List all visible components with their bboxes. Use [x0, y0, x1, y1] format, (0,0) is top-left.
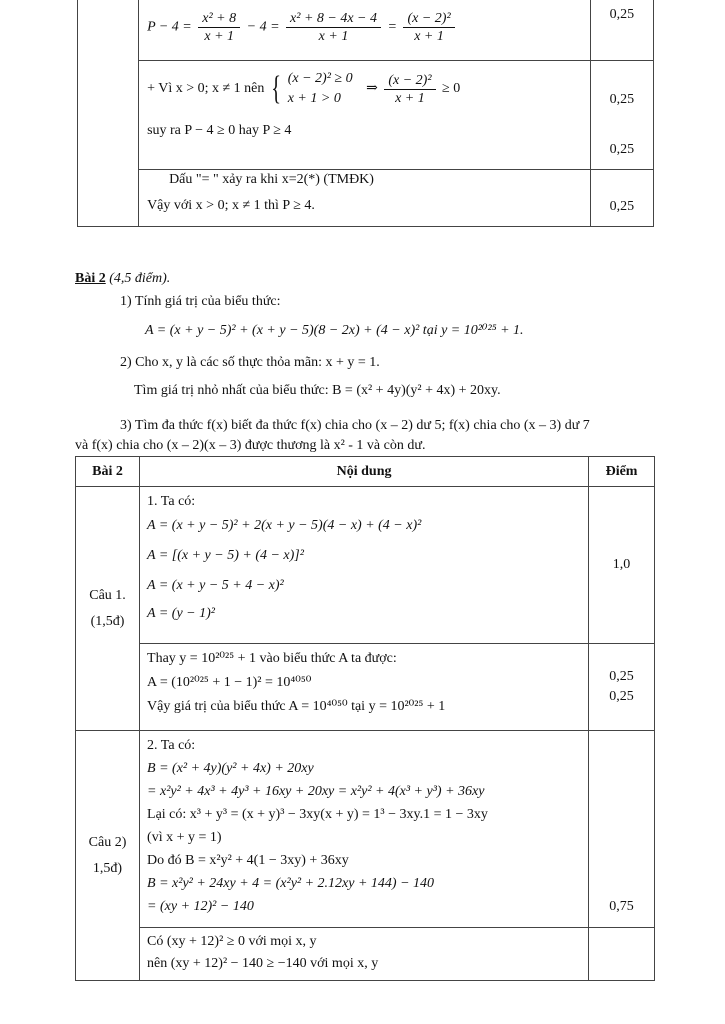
- formula-line: A = (10²⁰²⁵ + 1 − 1)² = 10⁴⁰⁵⁰: [147, 675, 312, 690]
- final-line: Vậy với x > 0; x ≠ 1 thì P ≥ 4.: [147, 198, 315, 213]
- numerator: x² + 8 − 4x − 4: [286, 10, 381, 28]
- content-cell: [140, 928, 589, 981]
- question-label: Câu 1.: [89, 587, 126, 603]
- question-3-continued: và f(x) chia cho (x – 2)(x – 3) được thương là x² - 1 và còn dư.: [75, 438, 426, 453]
- formula-line: A = (x + y − 5 + 4 − x)²: [147, 578, 284, 593]
- numerator: (x − 2)²: [403, 10, 454, 28]
- score-value: 0,75: [609, 899, 634, 914]
- formula-line: = x²y² + 4x³ + 4y³ + 16xy + 20xy = x²y² + 4(x³ + y³) + 36xy: [147, 784, 485, 799]
- denominator: x + 1: [414, 29, 444, 44]
- formula-line: Lại có: x³ + y³ = (x + y)³ − 3xy(x + y) = 1³ − 3xy.1 = 1 − 3xy: [147, 807, 488, 822]
- formula-text: =: [387, 19, 397, 35]
- score-cell: [590, 0, 653, 61]
- question-label: Câu 2): [88, 834, 127, 850]
- formula-line: Thay y = 10²⁰²⁵ + 1 vào biểu thức A ta được:: [147, 651, 397, 666]
- header-cell: Bài 2: [76, 457, 140, 487]
- section-heading: [75, 271, 170, 287]
- question-label-cell: [76, 487, 140, 731]
- condition-line: [147, 69, 582, 109]
- score-value: 0,25: [609, 92, 635, 107]
- header-cell: Nội dung: [140, 457, 589, 487]
- table-row: [78, 170, 654, 227]
- table-header-row: [76, 457, 655, 487]
- question-2-expression: Tìm giá trị nhỏ nhất của biểu thức: B = (x² + 4y)(y² + 4x) + 20xy.: [134, 383, 501, 398]
- equality-line: Dấu "= " xảy ra khi x=2(*) (TMĐK): [169, 172, 374, 187]
- condition-text: + Vì x > 0; x ≠ 1 nên: [147, 81, 265, 97]
- score-value: 0,25: [609, 7, 635, 22]
- inequality-system: [288, 69, 353, 109]
- question-1-expression: A = (x + y − 5)² + (x + y − 5)(8 − 2x) + (4 − x)² tại y = 10²⁰²⁵ + 1.: [145, 323, 524, 338]
- content-cell: [140, 487, 589, 644]
- score-cell: [589, 487, 655, 644]
- table-row: [78, 61, 654, 170]
- table-row: [76, 928, 655, 981]
- score-cell: [589, 644, 655, 731]
- formula-text: ≥ 0: [442, 81, 461, 97]
- numerator: (x − 2)²: [384, 72, 435, 90]
- header-cell: Điểm: [589, 457, 655, 487]
- score-cell: [589, 928, 655, 981]
- denominator: x + 1: [395, 90, 425, 106]
- content-cell: [139, 61, 591, 170]
- formula-line: Do đó B = x²y² + 4(1 − 3xy) + 36xy: [147, 853, 349, 868]
- formula-line: B = x²y² + 24xy + 4 = (x²y² + 2.12xy + 144) − 140: [147, 876, 435, 891]
- fraction: [403, 10, 454, 45]
- empty-label-cell: [78, 0, 139, 227]
- question-1: 1) Tính giá trị của biểu thức:: [120, 294, 281, 309]
- formula-line: Vậy giá trị của biểu thức A = 10⁴⁰⁵⁰ tại y = 10²⁰²⁵ + 1: [147, 699, 446, 714]
- formula-p-minus-4: [147, 10, 582, 45]
- top-answer-table: [77, 0, 654, 227]
- step-title: 2. Ta có:: [147, 738, 196, 753]
- system-line: x + 1 > 0: [287, 91, 341, 106]
- score-value: 0,25: [609, 142, 635, 157]
- content-cell: [139, 170, 591, 227]
- fraction: [384, 72, 435, 107]
- section-points: (4,5 điểm).: [109, 271, 171, 286]
- formula-line: A = [(x + y − 5) + (4 − x)]²: [147, 548, 304, 563]
- denominator: x + 1: [204, 29, 235, 44]
- fraction: [286, 10, 381, 45]
- question-3: 3) Tìm đa thức f(x) biết đa thức f(x) chia cho (x – 2) dư 5; f(x) chia cho (x – 3) dư 7: [120, 418, 590, 433]
- content-cell: [140, 731, 589, 928]
- score-value: 1,0: [612, 557, 631, 572]
- score-value: 0,25: [609, 199, 635, 214]
- numerator: x² + 8: [198, 10, 240, 28]
- formula-line: Có (xy + 12)² ≥ 0 với mọi x, y: [147, 934, 317, 949]
- table-row: [76, 487, 655, 644]
- score-value: 0,25: [609, 689, 634, 704]
- content-cell: [140, 644, 589, 731]
- table-row: [76, 644, 655, 731]
- question-points: (1,5đ): [90, 613, 125, 629]
- formula-line: (vì x + y = 1): [147, 830, 222, 845]
- section-title: Bài 2: [75, 271, 106, 286]
- formula-line: B = (x² + 4y)(y² + 4x) + 20xy: [147, 761, 314, 776]
- brace-symbol: {: [271, 70, 281, 107]
- score-cell: [589, 731, 655, 928]
- conclusion-line: suy ra P − 4 ≥ 0 hay P ≥ 4: [147, 123, 292, 138]
- formula-line: nên (xy + 12)² − 140 ≥ −140 với mọi x, y: [147, 956, 379, 971]
- system-line: (x − 2)² ≥ 0: [287, 71, 353, 86]
- score-value: 0,25: [609, 669, 634, 684]
- question-label-cell: [76, 731, 140, 981]
- content-cell: [139, 0, 591, 61]
- implies-arrow: ⇒: [366, 81, 378, 97]
- answer-table: [75, 456, 655, 981]
- formula-line: = (xy + 12)² − 140: [147, 899, 254, 914]
- table-row: [78, 0, 654, 61]
- step-title: 1. Ta có:: [147, 494, 196, 509]
- table-row: [76, 731, 655, 928]
- formula-text: P − 4 =: [147, 19, 192, 35]
- score-cell: [590, 61, 653, 170]
- question-points: 1,5đ): [92, 860, 123, 876]
- question-2: 2) Cho x, y là các số thực thỏa mãn: x + y = 1.: [120, 355, 380, 370]
- denominator: x + 1: [318, 29, 349, 44]
- fraction: [198, 10, 240, 45]
- formula-text: − 4 =: [246, 19, 280, 35]
- score-cell: [590, 170, 653, 227]
- formula-line: A = (y − 1)²: [147, 606, 215, 621]
- formula-line: A = (x + y − 5)² + 2(x + y − 5)(4 − x) + (4 − x)²: [147, 518, 422, 533]
